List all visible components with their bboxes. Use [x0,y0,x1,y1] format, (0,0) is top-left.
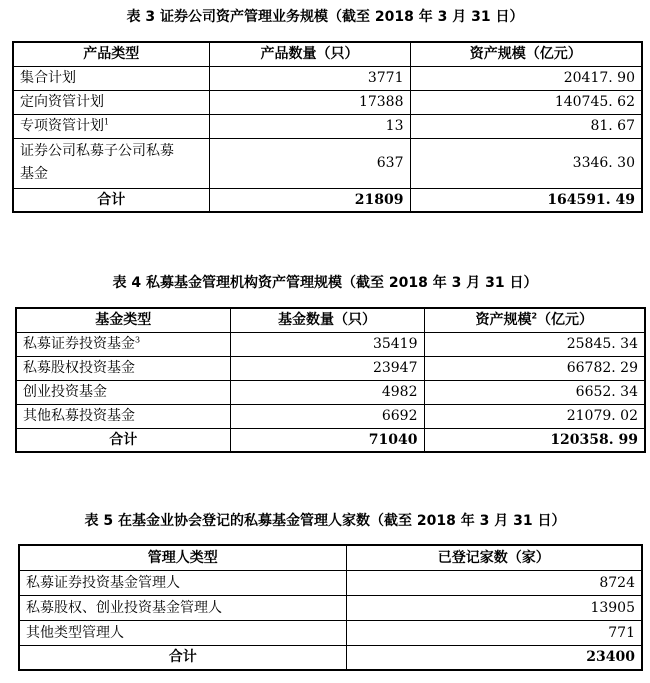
row-label: 私募证券投资基金 [23,336,135,352]
footnote-marker: 3 [135,335,141,345]
total-label: 合计 [19,645,346,670]
row-label: 其他类型管理人 [19,620,346,645]
fund-count: 35419 [230,332,424,356]
row-label: 私募证券投资基金管理人 [19,570,346,595]
total-size: 164591. 49 [410,188,642,212]
row-label-cell [13,114,209,138]
table-row [13,66,642,90]
row-label: 其他私募投资基金 [16,404,230,428]
column-header: 资产规模 [475,312,532,329]
column-header-unit: （亿元） [537,312,594,329]
table-row [16,356,645,380]
row-label: 专项资管计划 [20,118,104,134]
column-header-cell [424,308,645,332]
column-header: 已登记家数（家） [346,545,642,570]
row-label-cell [16,332,230,356]
asset-size: 81. 67 [410,114,642,138]
table-header-row [13,42,642,66]
asset-size: 21079. 02 [424,404,645,428]
footnote-marker: 2 [531,311,538,321]
table-row [16,404,645,428]
column-header: 产品数量（只） [209,42,410,66]
product-count: 3771 [209,66,410,90]
table-row [16,380,645,404]
asset-size: 6652. 34 [424,380,645,404]
row-label: 创业投资基金 [16,380,230,404]
table-header-row [16,308,645,332]
column-header: 资产规模（亿元） [410,42,642,66]
fund-count: 23947 [230,356,424,380]
row-label-line2: 基金 [20,166,48,182]
securities-asset-mgmt-table [12,41,643,213]
row-label: 集合计划 [13,66,209,90]
table-row [13,114,642,138]
product-count: 637 [209,138,410,188]
fund-count: 4982 [230,380,424,404]
column-header: 基金数量（只） [230,308,424,332]
table-row [19,620,642,645]
manager-count: 771 [346,620,642,645]
asset-size: 66782. 29 [424,356,645,380]
total-size: 120358. 99 [424,428,645,452]
table4-caption: 表 4 私募基金管理机构资产管理规模（截至 2018 年 3 月 31 日） [112,275,538,291]
total-label: 合计 [16,428,230,452]
table-row [13,90,642,114]
table-row [13,138,642,188]
row-label: 私募股权投资基金 [16,356,230,380]
product-count: 17388 [209,90,410,114]
total-row [13,188,642,212]
table3-caption: 表 3 证券公司资产管理业务规模（截至 2018 年 3 月 31 日） [126,9,524,25]
total-label: 合计 [13,188,209,212]
total-count: 71040 [230,428,424,452]
column-header: 管理人类型 [19,545,346,570]
private-fund-asset-table [15,307,646,453]
footnote-marker: 1 [104,117,110,127]
table-header-row [19,545,642,570]
table-row [19,570,642,595]
asset-size: 25845. 34 [424,332,645,356]
row-label: 私募股权、创业投资基金管理人 [19,595,346,620]
fund-count: 6692 [230,404,424,428]
total-row [19,645,642,670]
row-label: 定向资管计划 [13,90,209,114]
private-fund-manager-table [18,544,643,671]
table-row [19,595,642,620]
total-count: 21809 [209,188,410,212]
row-label-cell [13,138,209,188]
column-header: 产品类型 [13,42,209,66]
total-row [16,428,645,452]
column-header: 基金类型 [16,308,230,332]
table5-caption: 表 5 在基金业协会登记的私募基金管理人家数（截至 2018 年 3 月 31 日） [84,513,566,529]
asset-size: 3346. 30 [410,138,642,188]
table-row [16,332,645,356]
asset-size: 20417. 90 [410,66,642,90]
asset-size: 140745. 62 [410,90,642,114]
manager-count: 13905 [346,595,642,620]
row-label-line1: 证券公司私募子公司私募 [20,143,174,159]
total-count: 23400 [346,645,642,670]
manager-count: 8724 [346,570,642,595]
product-count: 13 [209,114,410,138]
